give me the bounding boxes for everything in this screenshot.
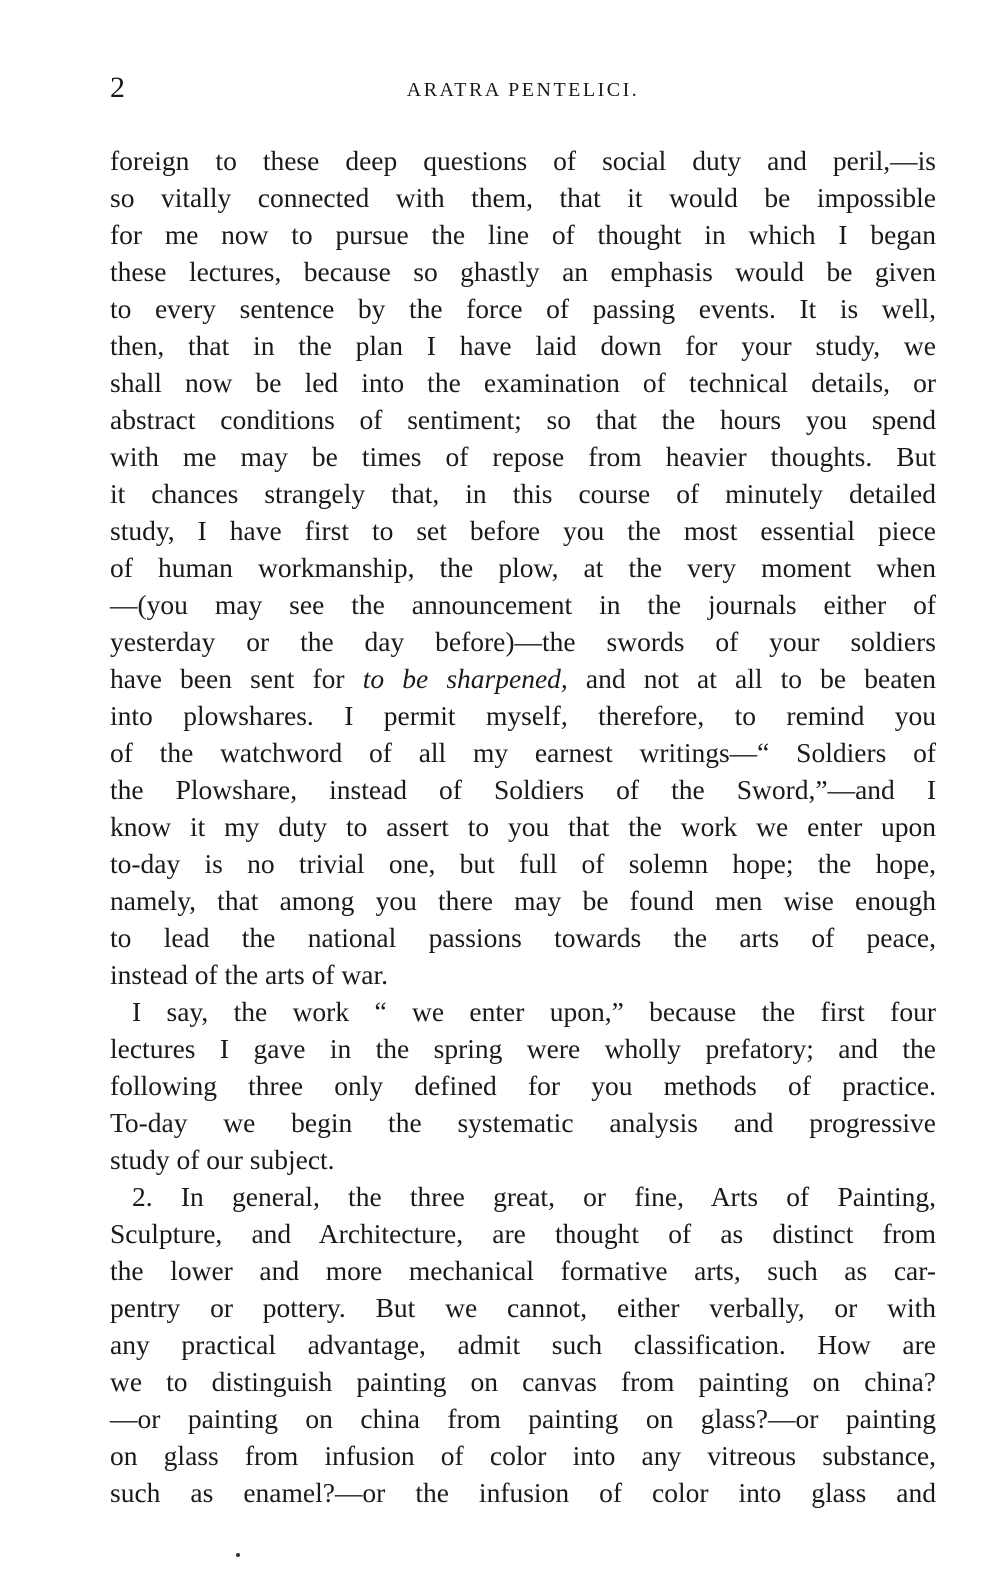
text-line: of human workmanship, the plow, at the very moment when <box>110 552 936 583</box>
text-line: foreign to these deep questions of social duty and peril,—is <box>110 145 936 176</box>
text-line: pentry or pottery. But we cannot, either verbally, or with <box>110 1292 936 1323</box>
text-line <box>110 661 936 697</box>
page-header <box>110 68 936 108</box>
text-line: so vitally connected with them, that it would be impossible <box>110 182 936 213</box>
print-speck <box>236 1553 240 1557</box>
text-line: with me may be times of repose from heavier thoughts. But <box>110 441 936 472</box>
text-line: instead of the arts of war. <box>110 959 388 990</box>
text-line: know it my duty to assert to you that the work we enter upon <box>110 811 936 842</box>
text-line: on glass from infusion of color into any vitreous substance, <box>110 1440 936 1471</box>
text-line: —or painting on china from painting on glass?—or painting <box>110 1403 936 1434</box>
text-line: Sculpture, and Architecture, are thought of as distinct from <box>110 1218 936 1249</box>
text-line: of the watchword of all my earnest writings—“ Soldiers of <box>110 737 936 768</box>
text-line: yesterday or the day before)—the swords of your soldiers <box>110 626 936 657</box>
running-title: ARATRA PENTELICI. <box>406 79 640 101</box>
text-span: have been sent for <box>110 663 363 694</box>
text-line: for me now to pursue the line of thought in which I began <box>110 219 936 250</box>
text-line: the Plowshare, instead of Soldiers of the Sword,”—and I <box>110 774 936 805</box>
text-line: these lectures, because so ghastly an emphasis would be given <box>110 256 936 287</box>
text-line: such as enamel?—or the infusion of color into glass and <box>110 1477 936 1508</box>
italic-phrase: to be sharpened, <box>362 663 568 694</box>
text-line: we to distinguish painting on canvas from painting on china? <box>110 1366 936 1397</box>
text-line: to lead the national passions towards the arts of peace, <box>110 922 936 953</box>
text-line: study, I have first to set before you the most essential piece <box>110 515 936 546</box>
text-line: To-day we begin the systematic analysis and progressive <box>110 1107 936 1138</box>
text-line: to-day is no trivial one, but full of solemn hope; the hope, <box>110 848 936 879</box>
page-number: 2 <box>110 71 125 104</box>
text-line: it chances strangely that, in this course of minutely detailed <box>110 478 936 509</box>
text-line: to every sentence by the force of passing events. It is well, <box>110 293 936 324</box>
text-line: abstract conditions of sentiment; so that the hours you spend <box>110 404 936 435</box>
text-line: 2. In general, the three great, or fine, Arts of Painting, <box>132 1181 936 1212</box>
text-line: I say, the work “ we enter upon,” because the first four <box>132 996 936 1027</box>
text-span: and not at all to be beaten <box>567 663 936 694</box>
text-line: lectures I gave in the spring were wholly prefatory; and the <box>110 1033 936 1064</box>
text-line: the lower and more mechanical formative arts, such as car- <box>110 1255 936 1286</box>
text-line: study of our subject. <box>110 1144 335 1175</box>
text-line: shall now be led into the examination of technical details, or <box>110 367 936 398</box>
text-line: —(you may see the announcement in the journals either of <box>110 589 936 620</box>
text-line: any practical advantage, admit such classification. How are <box>110 1329 936 1360</box>
text-line: namely, that among you there may be found men wise enough <box>110 885 936 916</box>
text-line: following three only defined for you methods of practice. <box>110 1070 936 1101</box>
text-line: then, that in the plan I have laid down for your study, we <box>110 330 936 361</box>
text-line: into plowshares. I permit myself, therefore, to remind you <box>110 700 936 731</box>
